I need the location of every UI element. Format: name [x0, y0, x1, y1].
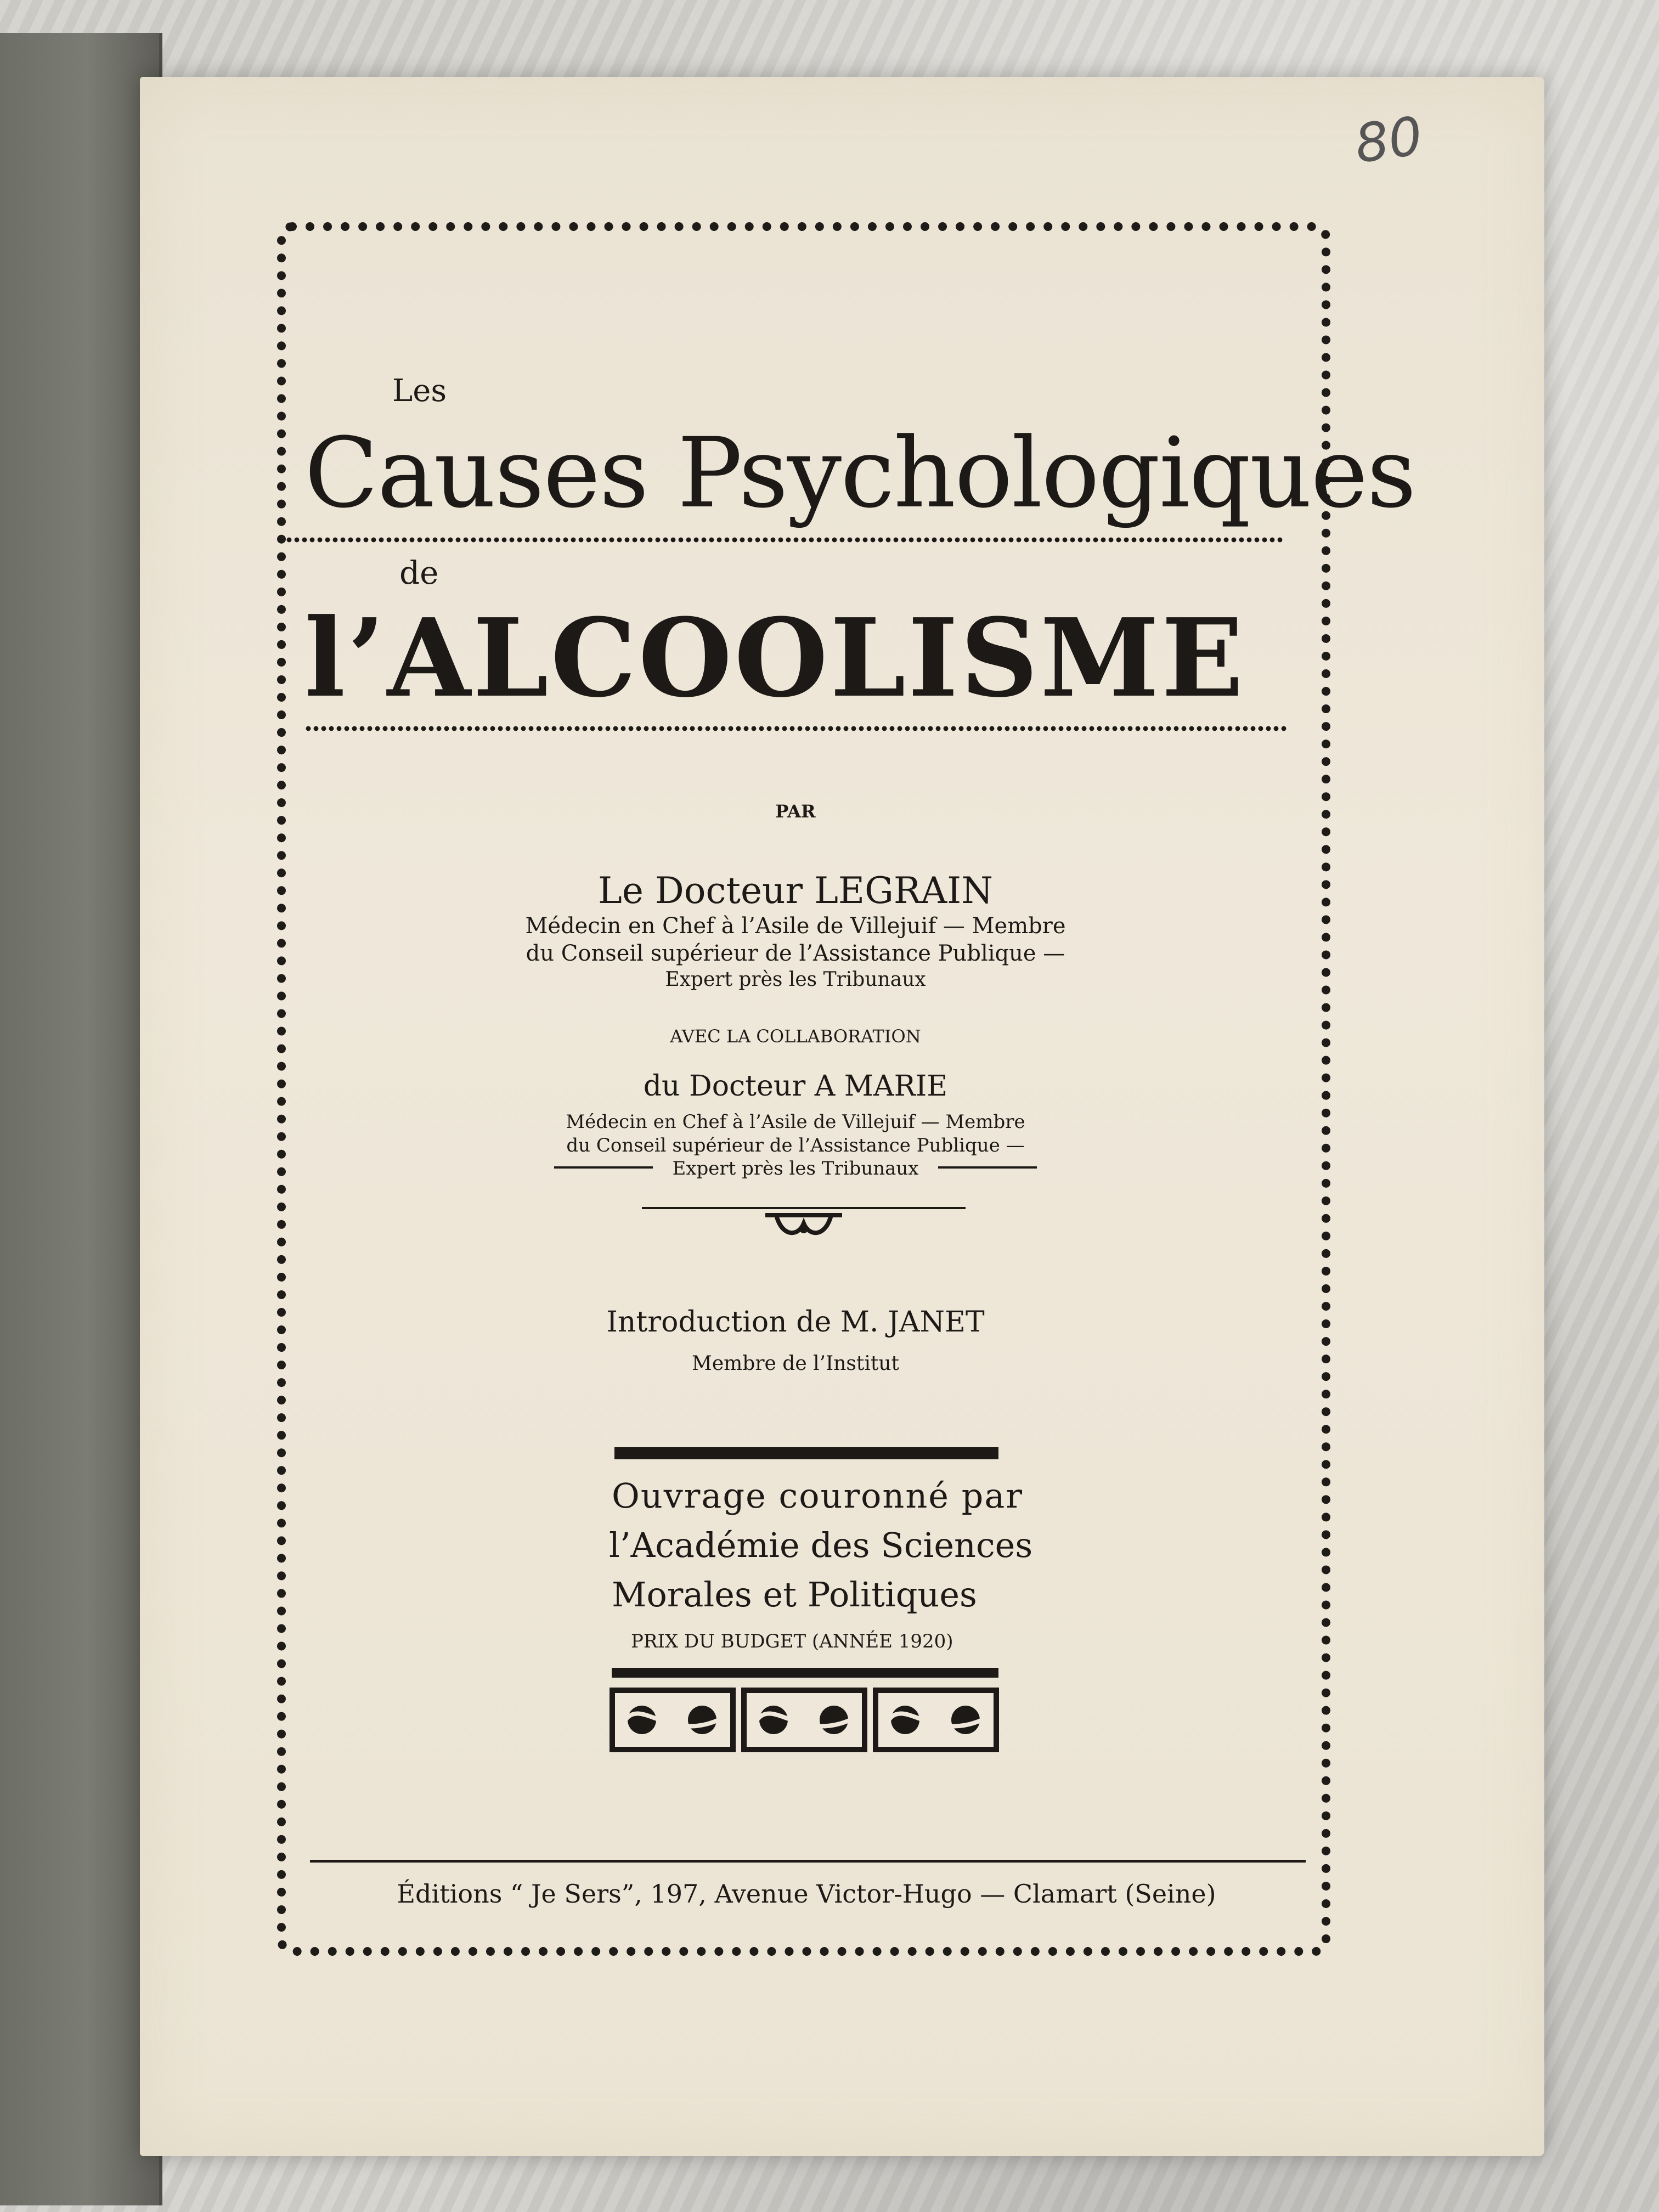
- award-line-2: l’Académie des Sciences: [609, 1525, 1033, 1565]
- title-de: de: [399, 554, 439, 591]
- title-dotted-rule-lower: [304, 725, 1286, 732]
- book-cover-board: [0, 33, 162, 2205]
- award-prix-line: PRIX DU BUDGET (ANNÉE 1920): [631, 1630, 953, 1652]
- author-name: Le Docteur LEGRAIN: [597, 870, 993, 912]
- title-dotted-rule-upper: [285, 537, 1284, 543]
- award-rule-top: [614, 1447, 998, 1459]
- award-line-3: Morales et Politiques: [612, 1575, 977, 1615]
- introduction-line: Introduction de M. JANET: [606, 1306, 985, 1339]
- collaborator-title-line-3: Expert près les Tribunaux: [672, 1158, 919, 1180]
- handwritten-page-number: 80: [1351, 105, 1426, 176]
- title-causes-psychologiques: Causes Psychologiques: [304, 417, 1415, 529]
- collaborator-title-line-1: Médecin en Chef à l’Asile de Villejuif — Membre: [566, 1111, 1025, 1133]
- author-title-line-2: du Conseil supérieur de l’Assistance Publique —: [526, 941, 1065, 966]
- collaborator-name: du Docteur A MARIE: [643, 1070, 948, 1103]
- ornament-rule: [642, 1207, 966, 1209]
- title-les: Les: [392, 373, 447, 409]
- collaboration-label: AVEC LA COLLABORATION: [670, 1026, 921, 1047]
- publisher-rule: [310, 1860, 1306, 1863]
- collaborator-title-line-2: du Conseil supérieur de l’Assistance Publique —: [566, 1135, 1025, 1156]
- award-rule-bottom: [612, 1668, 998, 1678]
- decorative-band-ornament: [609, 1687, 1000, 1753]
- institut-line: Membre de l’Institut: [691, 1352, 900, 1375]
- small-ornament-icon: [760, 1210, 848, 1243]
- par-label: PAR: [775, 801, 816, 822]
- collab-rule-right: [938, 1166, 1037, 1169]
- title-alcoolisme: l’ALCOOLISME: [304, 595, 1246, 721]
- publisher-line: Éditions “ Je Sers”, 197, Avenue Victor-Hugo — Clamart (Seine): [397, 1879, 1216, 1909]
- collab-rule-left: [554, 1166, 653, 1169]
- author-title-line-3: Expert près les Tribunaux: [665, 968, 926, 991]
- award-line-1: Ouvrage couronné par: [612, 1476, 1023, 1516]
- author-title-line-1: Médecin en Chef à l’Asile de Villejuif — Membre: [525, 913, 1066, 939]
